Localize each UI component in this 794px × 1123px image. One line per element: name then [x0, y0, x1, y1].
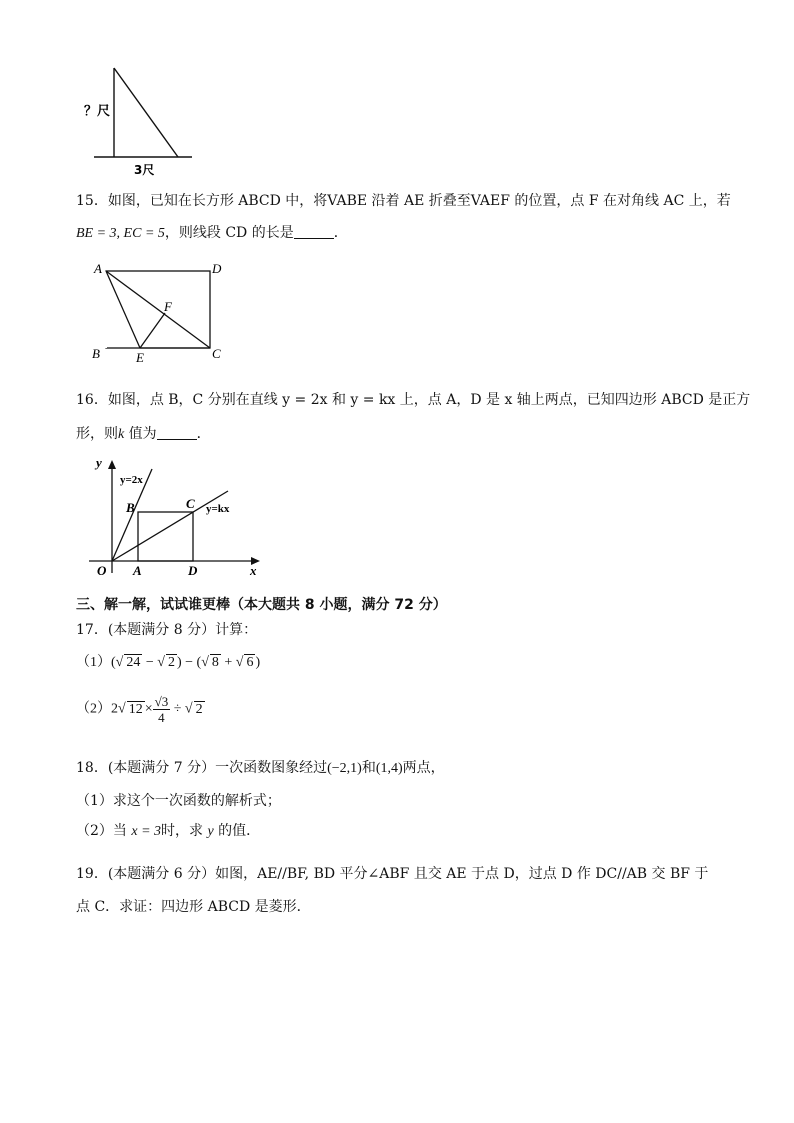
q18-p2-a: （2）当: [76, 823, 132, 839]
q18-p2-y: y: [207, 824, 214, 839]
q15-line2: [76, 222, 348, 242]
label-x-axis: x: [250, 563, 257, 578]
q17-stem: 17．(本题满分 8 分）计算：: [76, 622, 258, 638]
q16-k: k: [118, 427, 125, 442]
q17-p1-close: ): [255, 655, 261, 670]
label-a: A: [94, 261, 102, 276]
q15-line1: 15．如图，已知在长方形 ABCD 中，将VABE 沿着 AE 折叠至VAEF 的位置，点 F 在对角线 AC 上，若: [76, 193, 731, 209]
label-line-2x: y=2x: [120, 474, 143, 486]
q15-answer-blank[interactable]: [294, 224, 334, 239]
label-o: O: [97, 563, 107, 578]
label-d: D: [188, 563, 198, 578]
q18-p2-c: 的值．: [213, 823, 261, 839]
q18-part1: （1）求这个一次函数的解析式；: [76, 793, 281, 809]
label-c: C: [212, 346, 221, 361]
q17-p1-label: （1）: [76, 655, 111, 670]
label-e: E: [136, 350, 144, 365]
q17-p2-times: ×: [144, 701, 153, 717]
q18-part2: [76, 820, 260, 840]
q17-p1-plus: +: [220, 655, 236, 670]
label-c: C: [186, 496, 195, 511]
q16-answer-blank[interactable]: [157, 425, 197, 440]
label-line-kx: y=kx: [206, 503, 230, 515]
label-b: B: [92, 346, 100, 361]
q17-p1-radicand-1: 24: [126, 655, 141, 670]
q16-ask: 值为: [124, 426, 157, 442]
q17-part1: （1）(√ 24 − √ 2 ) − (√ 8 + √ 6 ): [76, 655, 261, 670]
segment-ef: [140, 313, 165, 348]
q16-line2: [76, 423, 211, 443]
q16-line1: 16．如图，点 B，C 分别在直线 y = 2x 和 y = kx 上，点 A，D 是 x 轴上两点，已知四边形 ABCD 是正方: [76, 392, 751, 408]
q18-point1: (−2,1): [327, 761, 362, 776]
q16-prefix: 形，则: [76, 426, 118, 442]
label-a: A: [133, 563, 142, 578]
q17-p1-minus: −: [142, 655, 158, 670]
section3-title: 三、解一解，试试谁更棒（本大题共 8 小题，满分 72 分）: [76, 597, 447, 613]
q17-p2-coef: 2: [111, 701, 118, 717]
label-b: B: [126, 500, 135, 515]
label-y-axis: y: [96, 455, 102, 470]
q17-p2-div: ÷: [170, 701, 185, 717]
q18-stem-b: 和: [361, 760, 376, 776]
q19-line1: 19．(本题满分 6 分）如图，AE//BF, BD 平分∠ABF 且交 AE 于点 D，过点 D 作 DC//AB 交 BF 于: [76, 866, 709, 882]
q15-end: ．: [333, 225, 348, 241]
q17-p2-denominator: 4: [158, 710, 165, 725]
q17-p2-radicand-2: 2: [195, 701, 203, 717]
q16-figure: [84, 455, 264, 580]
q15-figure: [88, 258, 228, 368]
q17-p2-radicand-1: 12: [128, 701, 143, 717]
q18-p2-b: 时，求: [161, 823, 208, 839]
label-f: F: [164, 299, 172, 314]
q17-p1-radicand-3: 8: [211, 655, 219, 670]
q17-p2-numerator: √3: [154, 694, 169, 709]
square-abcd: [138, 512, 193, 561]
q18-point2: (1,4): [375, 761, 403, 776]
y-axis-arrow: [108, 460, 116, 469]
q15-ask: ，则线段 CD 的长是: [164, 225, 294, 241]
q18-stem: [76, 757, 445, 777]
q17-p2-fraction: [153, 694, 171, 725]
q17-p1-radicand-2: 2: [167, 655, 175, 670]
label-d: D: [212, 261, 222, 276]
q17-p2-label: （2）: [76, 701, 111, 717]
segment-ae: [106, 271, 140, 348]
q16-end: ．: [196, 426, 211, 442]
q15-given: BE = 3, EC = 5: [76, 226, 165, 241]
q17-p1-paren: (: [111, 655, 116, 670]
q17-p1-radicand-4: 6: [246, 655, 254, 670]
q18-stem-c: 两点，: [402, 760, 445, 776]
q19-line2: 点 C．求证：四边形 ABCD 是菱形．: [76, 899, 311, 915]
diagonal-ac: [106, 271, 210, 348]
q18-stem-a: 18．(本题满分 7 分）一次函数图象经过: [76, 760, 328, 776]
side-label: ？尺: [84, 104, 111, 119]
q17-part2: （2）2√ 12 × $\frac{√3}{4}$ ÷ √ 2: [76, 694, 203, 725]
q17-p1-mid: ) − (: [176, 655, 202, 670]
q18-p2-eq: x = 3: [131, 824, 162, 839]
hypotenuse: [114, 68, 178, 157]
q14-figure: [84, 60, 198, 180]
base-label: 3尺: [134, 163, 155, 177]
